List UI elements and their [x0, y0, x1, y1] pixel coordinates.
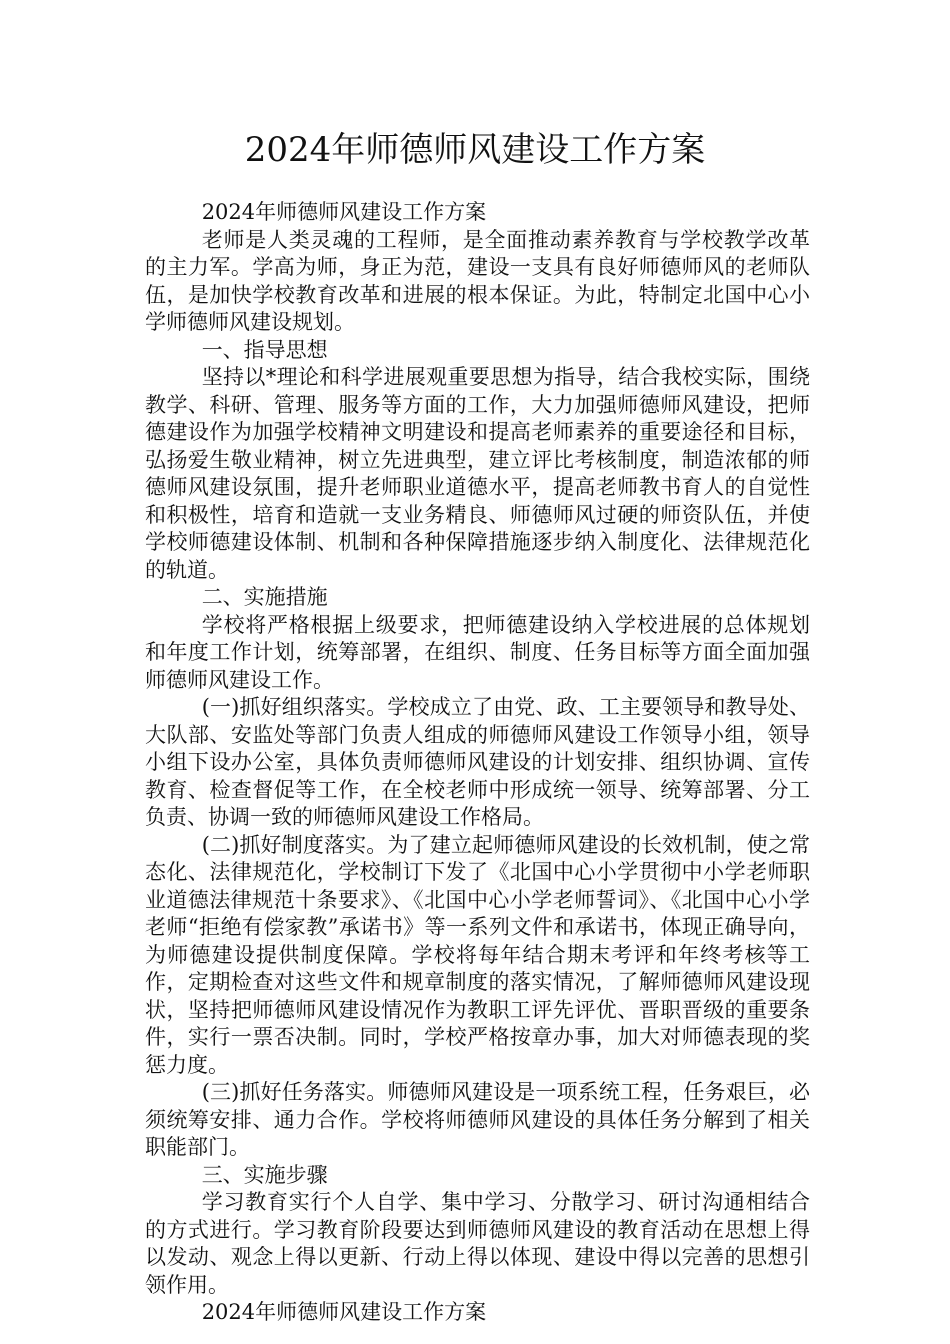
- repeated-title-line: 2024年师德师风建设工作方案: [201, 200, 487, 224]
- document-body: [145, 199, 810, 1327]
- document-title: 2024年师德师风建设工作方案: [244, 130, 706, 170]
- guiding-ideology-paragraph: 坚持以*理论和科学进展观重要思想为指导，结合我校实际，围绕教学、科研、管理、服务等方面的工作，大力加强师德师风建设，把师德建设作为加强学校精神文明建设和提高老师素养的重要途径和目标，弘扬爱生敬业精神，树立先进典型，建立评比考核制度，制造浓郁的师德师风建设氛围，提升老师职业道德水平，提高老师教书育人的自觉性和积极性，培育和造就一支业务精良、师德师风过硬的师资队伍，并使学校师德建设体制、机制和各种保障措施逐步纳入制度化、法律规范化的轨道。: [145, 365, 810, 582]
- closing-title-line: 2024年师德师风建设工作方案: [201, 1300, 487, 1324]
- section-heading-steps: 三、实施步骤: [201, 1162, 328, 1187]
- measure-system-paragraph: (二)抓好制度落实。为了建立起师德师风建设的长效机制，使之常态化、法律规范化，学校制订下发了《北国中心小学贯彻中小学老师职业道德法律规范十条要求》、《北国中心小学老师誓词》、《北国中心小学老师“拒绝有偿家教”承诺书》等一系列文件和承诺书，体现正确导向，为师德建设提供制度保障。学校将每年结合期末考评和年终考核等工作，定期检查对这些文件和规章制度的落实情况，了解师德师风建设现状，坚持把师德师风建设情况作为教职工评先评优、晋职晋级的重要条件，实行一票否决制。同时，学校严格按章办事，加大对师德表现的奖惩力度。: [145, 832, 810, 1077]
- section-heading-measures: 二、实施措施: [201, 585, 328, 609]
- measures-intro-paragraph: 学校将严格根据上级要求，把师德建设纳入学校进展的总体规划和年度工作计划，统筹部署，在组织、制度、任务目标等方面全面加强师德师风建设工作。: [145, 612, 810, 692]
- steps-paragraph: 学习教育实行个人自学、集中学习、分散学习、研讨沟通相结合的方式进行。学习教育阶段要达到师德师风建设的教育活动在思想上得以发动、观念上得以更新、行动上得以体现、建设中得以完善的思想引领作用。: [145, 1190, 810, 1297]
- section-heading-guiding-ideology: 一、指导思想: [201, 337, 328, 362]
- measure-task-paragraph: (三)抓好任务落实。师德师风建设是一项系统工程，任务艰巨，必须统筹安排、通力合作。学校将师德师风建设的具体任务分解到了相关职能部门。: [145, 1080, 810, 1159]
- intro-paragraph: 老师是人类灵魂的工程师，是全面推动素养教育与学校教学改革的主力军。学高为师，身正为范，建设一支具有良好师德师风的老师队伍，是加快学校教育改革和进展的根本保证。为此，特制定北国中心小学师德师风建设规划。: [145, 227, 810, 334]
- measure-organization-paragraph: (一)抓好组织落实。学校成立了由党、政、工主要领导和教导处、大队部、安监处等部门负责人组成的师德师风建设工作领导小组，领导小组下设办公室，具体负责师德师风建设的计划安排、组织协调、宣传教育、检查督促等工作，在全校老师中形成统一领导、统筹部署、分工负责、协调一致的师德师风建设工作格局。: [145, 695, 810, 829]
